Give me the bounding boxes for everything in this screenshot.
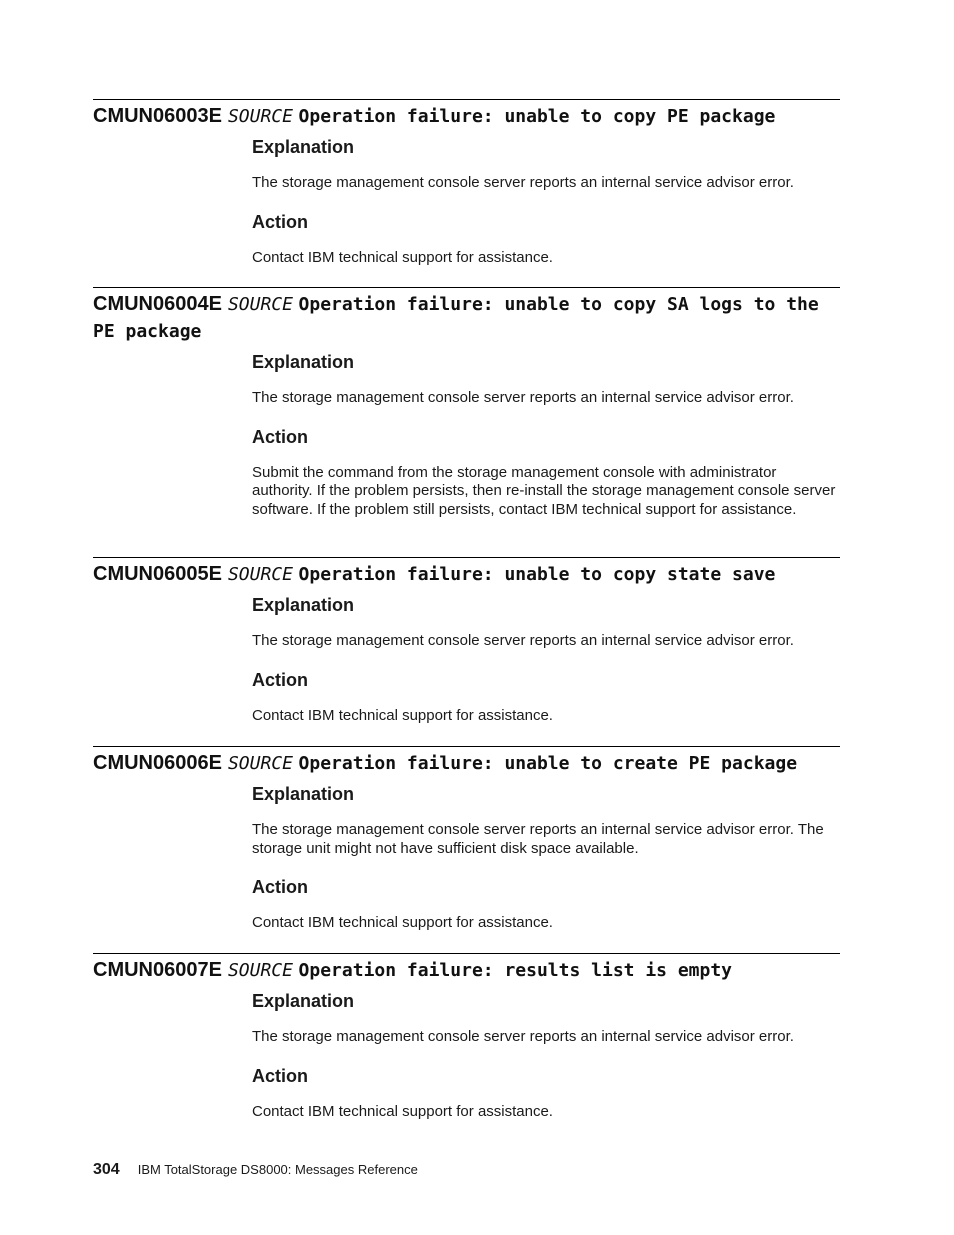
message-body xyxy=(252,783,840,933)
book-title: IBM TotalStorage DS8000: Messages Reference xyxy=(137,1162,418,1177)
page-number: 304 xyxy=(93,1161,120,1178)
message-source: SOURCE xyxy=(227,294,293,315)
message-heading xyxy=(93,561,840,588)
message-heading xyxy=(93,103,840,130)
explanation-heading: Explanation xyxy=(252,595,355,615)
page-footer xyxy=(93,1161,418,1179)
message-source: SOURCE xyxy=(227,106,293,127)
message-entry xyxy=(93,287,840,519)
message-text: Operation failure: unable to copy PE package xyxy=(298,106,776,127)
action-text: Contact IBM technical support for assistance. xyxy=(252,248,553,266)
explanation-text: The storage management console server reports an internal service advisor error. xyxy=(252,1028,794,1045)
explanation-heading: Explanation xyxy=(252,352,355,372)
explanation-heading: Explanation xyxy=(252,991,355,1011)
message-text: Operation failure: unable to copy SA logs to the PE package xyxy=(93,294,819,342)
message-heading xyxy=(93,750,840,777)
action-heading: Action xyxy=(252,1065,308,1086)
action-heading: Action xyxy=(252,669,308,690)
message-heading xyxy=(93,957,840,984)
message-code: CMUN06006E xyxy=(93,752,222,774)
message-entry xyxy=(93,557,840,725)
action-text: Contact IBM technical support for assistance. xyxy=(252,914,553,931)
explanation-heading: Explanation xyxy=(252,137,355,157)
message-body xyxy=(252,990,840,1121)
message-source: SOURCE xyxy=(227,960,293,981)
explanation-text: The storage management console server reports an internal service advisor error. xyxy=(252,632,794,649)
action-heading: Action xyxy=(252,211,308,232)
action-text: Contact IBM technical support for assistance. xyxy=(252,706,553,724)
message-entry xyxy=(93,953,840,1121)
message-text: Operation failure: results list is empty xyxy=(298,960,733,981)
message-code: CMUN06003E xyxy=(93,105,222,127)
action-heading: Action xyxy=(252,426,308,447)
message-body xyxy=(252,136,840,267)
message-text: Operation failure: unable to create PE package xyxy=(298,753,798,774)
explanation-text: The storage management console server reports an internal service advisor error. The storage unit might not have sufficient disk space available. xyxy=(252,821,824,857)
message-source: SOURCE xyxy=(227,753,293,774)
action-heading: Action xyxy=(252,877,308,897)
message-code: CMUN06004E xyxy=(93,293,222,315)
message-entry xyxy=(93,746,840,933)
message-code: CMUN06007E xyxy=(93,959,222,981)
message-source: SOURCE xyxy=(227,564,293,585)
message-body xyxy=(252,351,840,519)
message-text: Operation failure: unable to copy state save xyxy=(298,564,776,585)
message-body xyxy=(252,594,840,725)
action-text: Contact IBM technical support for assistance. xyxy=(252,1102,553,1120)
message-entry xyxy=(93,99,840,267)
explanation-text: The storage management console server reports an internal service advisor error. xyxy=(252,174,794,191)
message-code: CMUN06005E xyxy=(93,563,222,585)
action-text: Submit the command from the storage management console with administrator authority. If the problem persists, then re-install the storage management console server software. If the problem still persists, contact IBM technical support for assistance. xyxy=(252,463,836,518)
explanation-text: The storage management console server reports an internal service advisor error. xyxy=(252,389,794,406)
message-heading xyxy=(93,291,840,345)
explanation-heading: Explanation xyxy=(252,784,355,804)
